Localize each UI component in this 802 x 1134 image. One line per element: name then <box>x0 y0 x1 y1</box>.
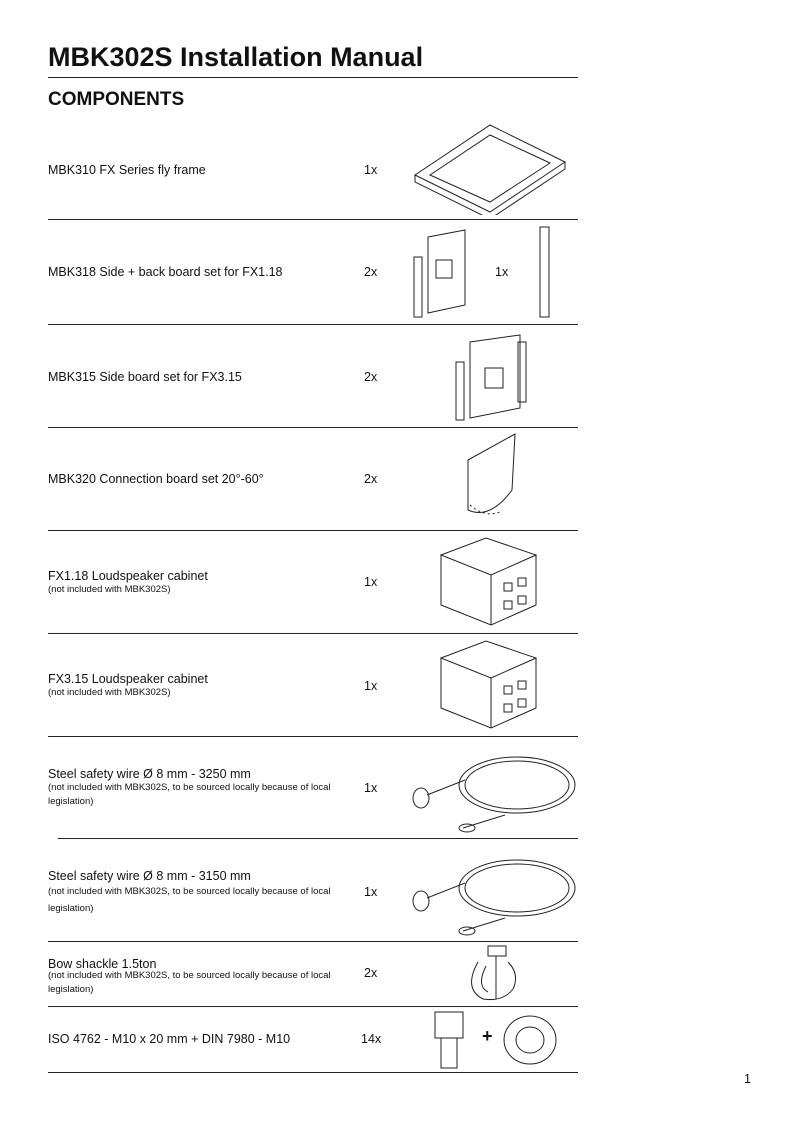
row-divider <box>48 427 578 428</box>
item-qty: 2x <box>364 472 378 486</box>
item-name: FX3.15 Loudspeaker cabinet <box>48 672 208 686</box>
bow-shackle-image <box>458 944 528 1009</box>
item-qty: 1x <box>364 163 378 177</box>
item-name: MBK318 Side + back board set for FX1.18 <box>48 265 283 279</box>
item-name: ISO 4762 - M10 x 20 mm + DIN 7980 - M10 <box>48 1032 291 1046</box>
item-qty: 1x <box>364 781 378 795</box>
connection-board-image <box>460 430 520 530</box>
item-name: Steel safety wire Ø 8 mm - 3150 mm <box>48 869 251 883</box>
item-name: Steel safety wire Ø 8 mm - 3250 mm <box>48 767 251 781</box>
item-name: MBK310 FX Series fly frame <box>48 163 206 177</box>
item-note: (not included with MBK302S) <box>48 687 171 698</box>
row-divider <box>48 736 578 737</box>
back-board-image <box>538 225 552 325</box>
safety-wire-image <box>405 843 580 943</box>
row-divider <box>58 838 578 839</box>
item-note: (not included with MBK302S, to be sourced locally because of local legislation) <box>48 970 331 995</box>
row-divider <box>48 1072 578 1073</box>
item-name: MBK320 Connection board set 20°-60° <box>48 472 264 486</box>
title-rule <box>48 77 578 78</box>
item-qty: 2x <box>364 265 378 279</box>
item-note: (not included with MBK302S, to be sourced locally because of local legislation) <box>48 886 331 914</box>
row-divider <box>48 530 578 531</box>
side-board-image <box>410 225 470 325</box>
item-qty-secondary: 1x <box>495 265 509 279</box>
fx315-cabinet-image <box>436 636 546 736</box>
safety-wire-image <box>405 740 580 840</box>
row-divider <box>48 1006 578 1007</box>
row-divider <box>48 219 578 220</box>
page-number: 1 <box>744 1072 751 1086</box>
item-qty: 2x <box>364 370 378 384</box>
item-qty: 2x <box>364 966 378 980</box>
fx118-cabinet-image <box>436 533 546 633</box>
row-divider <box>48 633 578 634</box>
document-title: MBK302S Installation Manual <box>48 42 424 72</box>
item-qty: 1x <box>364 679 378 693</box>
item-name: MBK315 Side board set for FX3.15 <box>48 370 242 384</box>
fly-frame-image <box>410 120 570 220</box>
washer-image <box>500 1010 560 1075</box>
section-heading: COMPONENTS <box>48 89 185 110</box>
bolt-image <box>430 1010 470 1075</box>
side-board-image <box>452 330 532 430</box>
item-qty: 1x <box>364 885 378 899</box>
item-note: (not included with MBK302S, to be sourced locally because of local legislation) <box>48 782 331 807</box>
item-note: (not included with MBK302S) <box>48 584 171 595</box>
item-name: Bow shackle 1.5ton <box>48 957 157 971</box>
item-qty: 14x <box>361 1032 382 1046</box>
item-name: FX1.18 Loudspeaker cabinet <box>48 569 208 583</box>
row-divider <box>48 324 578 325</box>
plus-sign: + <box>482 1026 493 1046</box>
item-qty: 1x <box>364 575 378 589</box>
row-divider <box>48 941 578 942</box>
